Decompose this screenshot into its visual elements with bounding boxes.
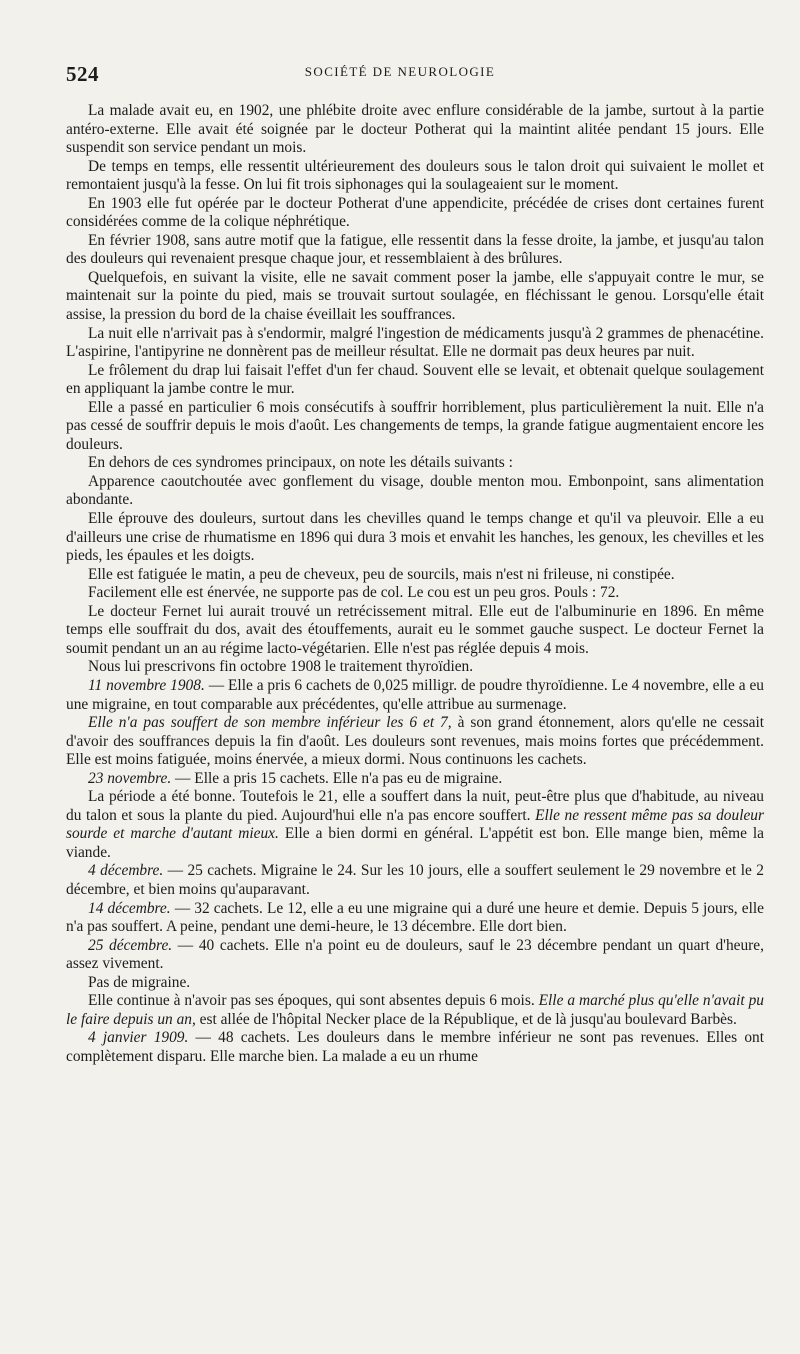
text-run: — 25 cachets. Migraine le 24. Sur les 10 jours, elle a souffert seulement le 29 novembre et le 2 décembre, et bien moins qu'auparavant. bbox=[66, 862, 764, 898]
italic-text: 4 décembre. bbox=[88, 862, 164, 880]
text-run: Quelquefois, en suivant la visite, elle ne savait comment poser la jambe, elle s'appuyait contre le mur, se maintenait sur la pointe du pied, mais se trouvait surtout soulagée, en fléchissant le genou. Lorsqu'elle était assise, la pression du bord de la chaise éveillait les souffrances. bbox=[66, 268, 764, 324]
text-run: Le frôlement du drap lui faisait l'effet d'un fer chaud. Souvent elle se levait, et obtenait quelque soulagement en appliquant la jambe contre le mur. bbox=[66, 361, 764, 398]
italic-text: 4 janvier 1909. bbox=[88, 1029, 189, 1047]
text-run: La période a été bonne. Toutefois le 21, elle a souffert dans la nuit, peut-être plus que d'habitude, au niveau du talon et sous la plante du pied. Aujourd'hui elle n'a pas encore souffert. bbox=[66, 788, 764, 824]
text-run: Elle a passé en particulier 6 mois consécutifs à souffrir horriblement, plus particulièrement la nuit. Elle n'a pas cessé de souffrir depuis le mois d'août. Les changements de temps, la grande fatigue augmentaient encore les douleurs. bbox=[66, 398, 764, 453]
text-run: Le docteur Fernet lui aurait trouvé un retrécissement mitral. Elle eut de l'albuminurie en 1896. En même temps elle souffrait du dos, avait des étouffements, aurait eu le sommet gauche suspect. Le docteur Fernet la soumit pendant un an au régime lacto-végétarien. Elle n'est pas réglée depuis 4 mois. bbox=[66, 602, 764, 657]
paragraph bbox=[66, 937, 764, 974]
text-run: — 48 cachets. Les douleurs dans le membre inférieur ne sont pas revenues. Elles ont complètement disparu. Elle marche bien. La malade a eu un rhume bbox=[66, 1029, 764, 1065]
paragraph bbox=[66, 974, 764, 993]
paragraph bbox=[66, 269, 764, 325]
text-run: Elle est fatiguée le matin, a peu de cheveux, peu de sourcils, mais n'est ni frileuse, ni constipée. bbox=[88, 565, 675, 583]
paragraph bbox=[66, 788, 764, 862]
paragraph bbox=[66, 770, 764, 789]
paragraph bbox=[66, 714, 764, 770]
paragraph bbox=[66, 195, 764, 232]
paragraph bbox=[66, 584, 764, 603]
text-run: — Elle a pris 6 cachets de 0,025 milligr. de poudre thyroïdienne. Le 4 novembre, elle a eu une migraine, en tout comparable aux précédentes, qu'elle attribue au surmenage. bbox=[66, 676, 765, 713]
paragraph bbox=[66, 566, 764, 585]
running-title: SOCIÉTÉ DE NEUROLOGIE bbox=[304, 64, 496, 79]
paragraph bbox=[66, 603, 764, 659]
text-run: Pas de migraine. bbox=[88, 973, 191, 991]
paragraph bbox=[66, 677, 764, 714]
text-run: En dehors de ces syndromes principaux, on note les détails suivants : bbox=[88, 454, 513, 472]
paragraph bbox=[66, 900, 764, 937]
text-run: De temps en temps, elle ressentit ultérieurement des douleurs sous le talon droit qui suivaient le mollet et remontaient jusqu'à la fesse. On lui fit trois siphonages qui la soulageaient sur le moment. bbox=[66, 157, 764, 194]
italic-text: 23 novembre. bbox=[88, 769, 172, 787]
text-run: En 1903 elle fut opérée par le docteur Potherat d'une appendicite, précédée de crises dont certaines furent considérées comme de la colique néphrétique. bbox=[66, 194, 764, 231]
text-run: Nous lui prescrivons fin octobre 1908 le traitement thyroïdien. bbox=[88, 658, 474, 676]
paragraph bbox=[66, 510, 764, 566]
text-run: à son grand étonnement, alors qu'elle ne cessait d'avoir des souffrances depuis la fin d'août. Les douleurs sont revenues, mais moins fortes que précédemment. Elle est moins fatiguée, moins énervée, a mieux dormi. Nous continuons les cachets. bbox=[66, 714, 764, 769]
paragraph bbox=[66, 102, 764, 158]
text-run: En février 1908, sans autre motif que la fatigue, elle ressentit dans la fesse droite, la jambe, et jusqu'au talon des douleurs qui revenaient presque chaque jour, et ressemblaient à des brûlures. bbox=[66, 231, 764, 268]
paragraph bbox=[66, 992, 764, 1029]
text-run: Apparence caoutchoutée avec gonflement du visage, double menton mou. Embonpoint, sans alimentation abondante. bbox=[66, 472, 764, 509]
italic-text: Elle ne ressent même pas sa douleur sourde et marche d'autant mieux. bbox=[66, 806, 764, 843]
paragraph bbox=[66, 399, 764, 455]
text-run: est allée de l'hôpital Necker place de la République, et de là jusqu'au boulevard Barbès. bbox=[195, 1010, 737, 1028]
italic-text: 14 décembre. bbox=[88, 899, 171, 917]
paragraph bbox=[66, 1029, 764, 1066]
paragraph bbox=[66, 158, 764, 195]
italic-text: Elle a marché plus qu'elle n'avait pu le faire depuis un an, bbox=[66, 992, 764, 1028]
paragraph bbox=[66, 325, 764, 362]
paragraph bbox=[66, 658, 764, 677]
paragraph bbox=[66, 862, 764, 899]
text-run: La malade avait eu, en 1902, une phlébite droite avec enflure considérable de la jambe, surtout à la partie antéro-externe. Elle avait été soignée par le docteur Potherat qui la maintint alitée pendant 15 jours. Elle suspendit son service pendant un mois. bbox=[66, 102, 764, 157]
text-run: — 32 cachets. Le 12, elle a eu une migraine qui a duré une heure et demie. Depuis 5 jours, elle n'a pas souffert. A peine, pendant une demi-heure, le 13 décembre. Elle dort bien. bbox=[66, 899, 764, 936]
italic-text: Elle n'a pas souffert de son membre inférieur les 6 et 7, bbox=[88, 714, 452, 732]
paragraph bbox=[66, 362, 764, 399]
paragraph bbox=[66, 473, 764, 510]
paragraph bbox=[66, 232, 764, 269]
text-run: La nuit elle n'arrivait pas à s'endormir, malgré l'ingestion de médicaments jusqu'à 2 grammes de phenacétine. L'aspirine, l'antipyrine ne donnèrent pas de meilleur résultat. Elle ne dormait pas deux heures par nuit. bbox=[66, 324, 764, 361]
text-run: Facilement elle est énervée, ne supporte pas de col. Le cou est un peu gros. Pouls : 72. bbox=[88, 584, 620, 602]
text-run: — 40 cachets. Elle n'a point eu de douleurs, sauf le 23 décembre pendant un quart d'heure, assez vivement. bbox=[66, 936, 764, 973]
paragraph bbox=[66, 454, 764, 473]
text-run: Elle continue à n'avoir pas ses époques, qui sont absentes depuis 6 mois. bbox=[88, 992, 539, 1010]
text-run: Elle éprouve des douleurs, surtout dans les chevilles quand le temps change et qu'il va pleuvoir. Elle a eu d'ailleurs une crise de rhumatisme en 1896 qui dura 3 mois et envahit les hanches, les genoux, les chevilles et les pieds, les épaules et les doigts. bbox=[66, 510, 764, 565]
page-number: 524 bbox=[66, 62, 99, 86]
text-run: — Elle a pris 15 cachets. Elle n'a pas eu de migraine. bbox=[171, 769, 503, 787]
body-text bbox=[66, 102, 764, 1066]
italic-text: 25 décembre. bbox=[88, 936, 173, 954]
italic-text: 11 novembre 1908. bbox=[88, 676, 205, 694]
text-run: Elle a bien dormi en général. L'appétit est bon. Elle mange bien, même la viande. bbox=[66, 825, 764, 861]
